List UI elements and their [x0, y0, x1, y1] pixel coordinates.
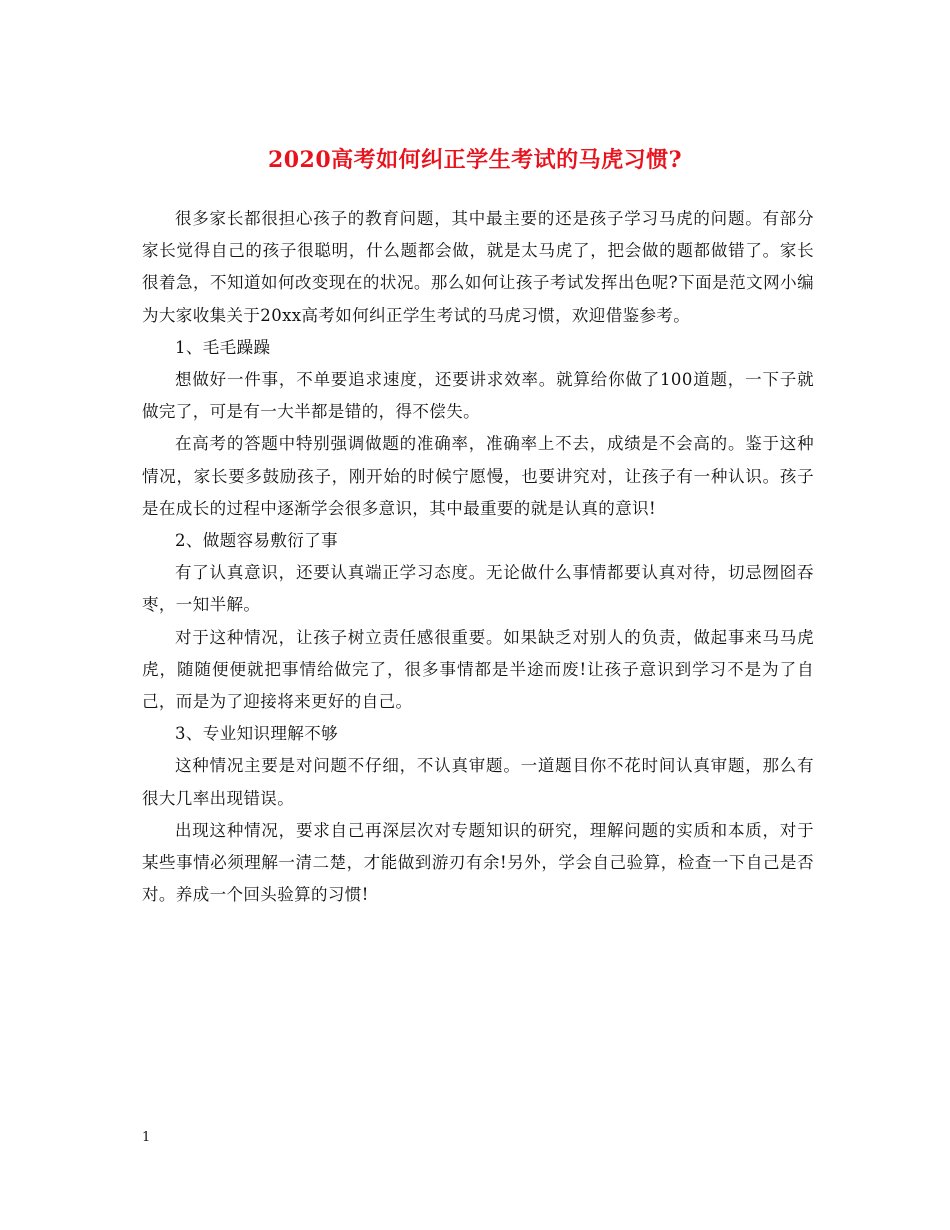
section-heading-2: 2、做题容易敷衍了事: [175, 531, 338, 551]
body-paragraph: 有了认真意识，还要认真端正学习态度。无论做什么事情都要认真对待，切忌囫囵吞枣，一知半解。: [142, 563, 814, 615]
body-paragraph: 出现这种情况，要求自己再深层次对专题知识的研究，理解问题的实质和本质，对于某些事情必须理解一清二楚，才能做到游刃有余!另外，学会自己验算，检查一下自己是否对。养成一个回头验算的习惯!: [142, 820, 814, 905]
page-number: 1: [142, 1130, 151, 1145]
intro-paragraph: 很多家长都很担心孩子的教育问题，其中最主要的还是孩子学习马虎的问题。有部分家长觉得自己的孩子很聪明，什么题都会做，就是太马虎了，把会做的题都做错了。家长很着急，不知道如何改变现在的状况。那么如何让孩子考试发挥出色呢?下面是范文网小编为大家收集关于20xx高考如何纠正学生考试的马虎习惯，欢迎借鉴参考。: [142, 209, 814, 325]
section-heading-1: 1、毛毛躁躁: [175, 337, 271, 357]
body-paragraph: 在高考的答题中特别强调做题的准确率，准确率上不去，成绩是不会高的。鉴于这种情况，家长要多鼓励孩子，刚开始的时候宁愿慢，也要讲究对，让孩子有一种认识。孩子是在成长的过程中逐渐学会很多意识，其中最重要的就是认真的意识!: [142, 434, 814, 518]
body-paragraph: 想做好一件事，不单要追求速度，还要讲求效率。就算给你做了100道题，一下子就做完了，可是有一大半都是错的，得不偿失。: [142, 370, 814, 422]
section-heading-3: 3、专业知识理解不够: [175, 724, 338, 744]
document-title: 2020高考如何纠正学生考试的马虎习惯?: [267, 146, 683, 173]
document-body: [142, 203, 814, 911]
body-paragraph: 对于这种情况，让孩子树立责任感很重要。如果缺乏对别人的负责，做起事来马马虎虎，随随便便就把事情给做完了，很多事情都是半途而废!让孩子意识到学习不是为了自己，而是为了迎接将来更好的自己。: [142, 627, 814, 712]
body-paragraph: 这种情况主要是对问题不仔细，不认真审题。一道题目你不花时间认真审题，那么有很大几率出现错误。: [142, 756, 814, 808]
